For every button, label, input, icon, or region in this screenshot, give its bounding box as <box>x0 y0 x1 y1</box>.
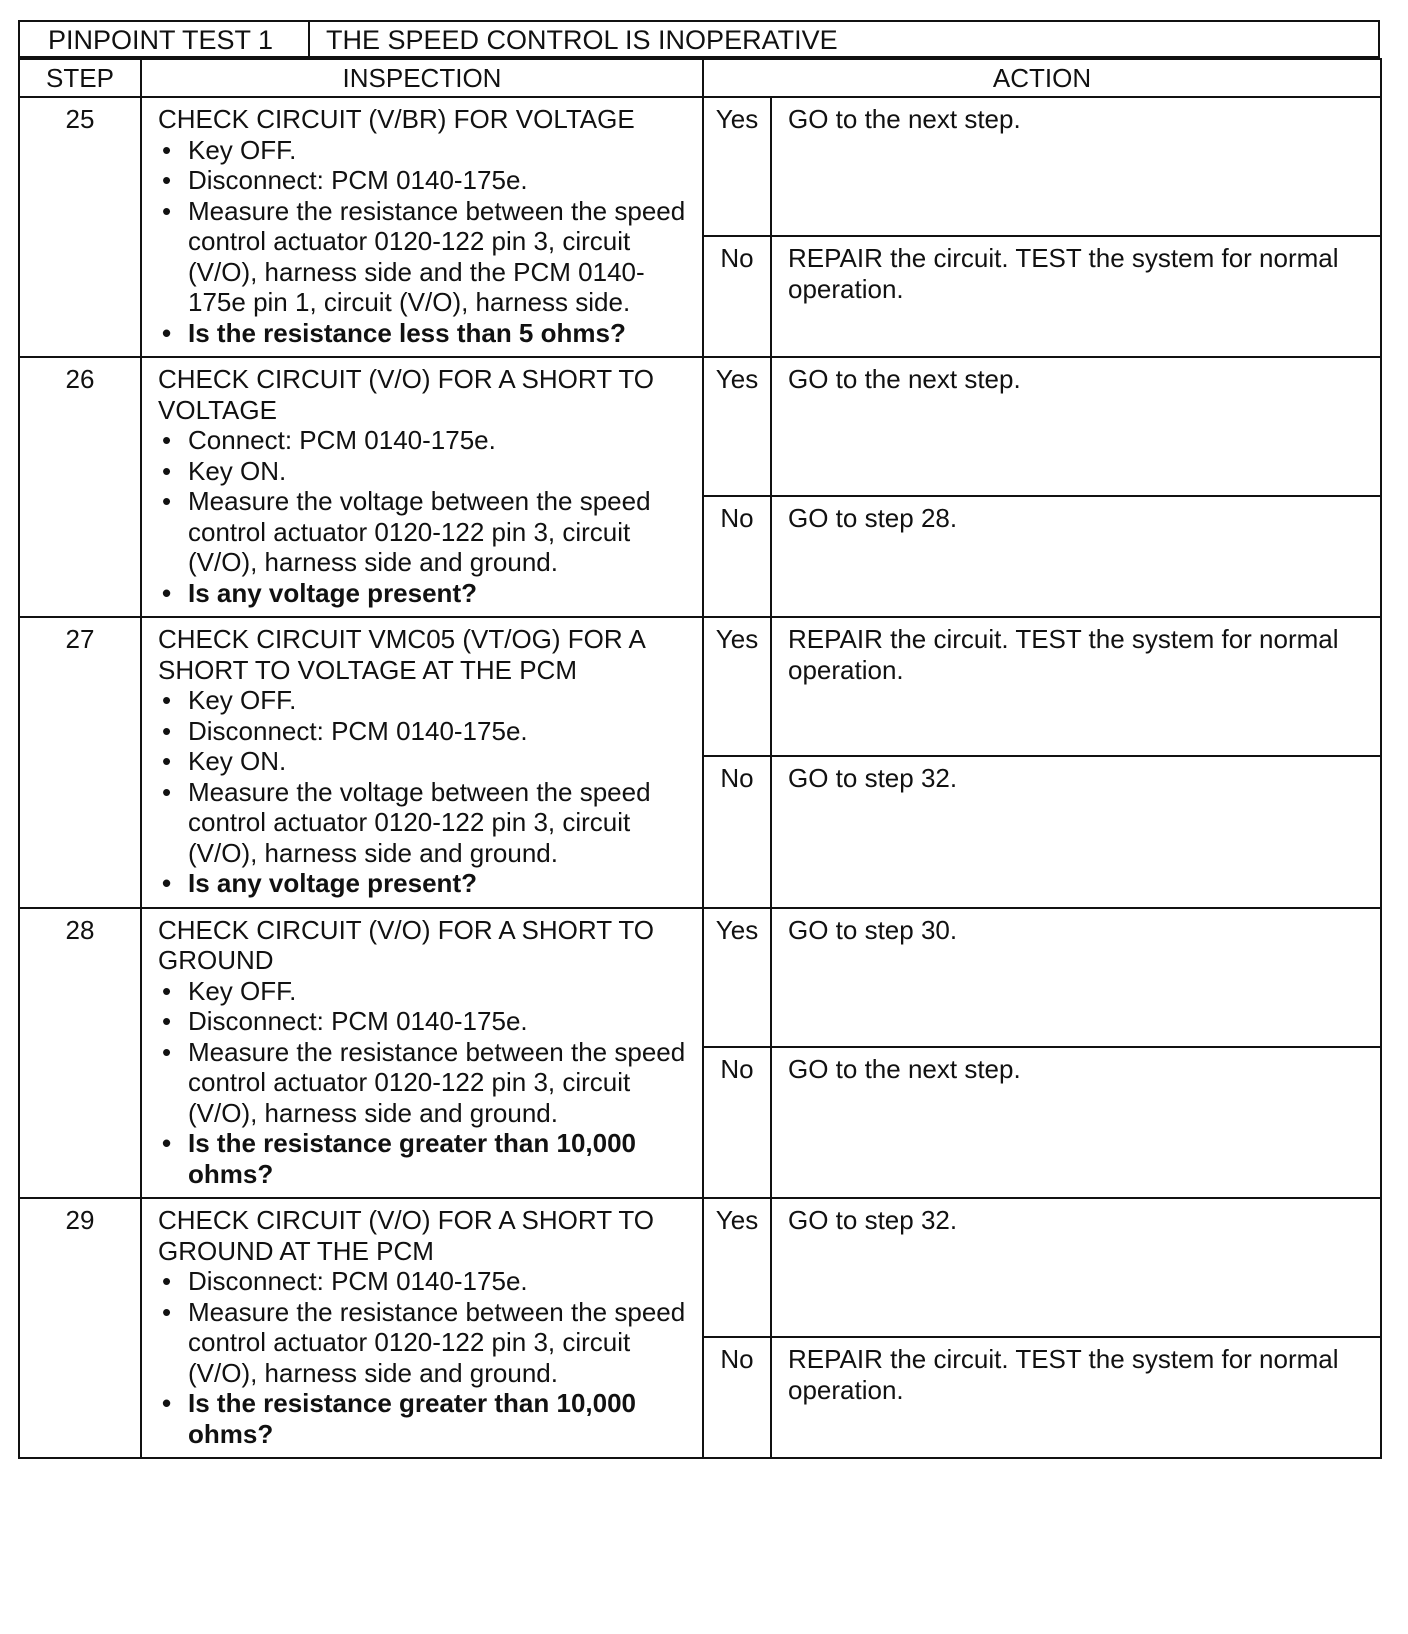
bullet-item: • Measure the voltage between the speed control actuator 0120-122 pin 3, circuit (V/O), harness side and ground. <box>158 486 694 578</box>
pinpoint-test-sheet <box>18 20 1380 1459</box>
answer-no-label: No <box>703 1047 771 1199</box>
answer-no-action: REPAIR the circuit. TEST the system for normal operation. <box>771 1337 1381 1458</box>
step-number: 28 <box>19 908 141 1199</box>
column-header-step: STEP <box>19 59 141 97</box>
bullet-item: • Measure the resistance between the speed control actuator 0120-122 pin 3, circuit (V/O), harness side and ground. <box>158 1037 694 1129</box>
bullet-item: • Measure the voltage between the speed control actuator 0120-122 pin 3, circuit (V/O), harness side and ground. <box>158 777 694 869</box>
step-inspection <box>141 617 703 908</box>
step-inspection <box>141 357 703 617</box>
step-row-25 <box>19 97 1381 236</box>
step-row-29 <box>19 1198 1381 1337</box>
test-title: THE SPEED CONTROL IS INOPERATIVE <box>326 25 838 55</box>
test-banner <box>18 20 1380 58</box>
step-question: • Is any voltage present? <box>158 578 694 609</box>
answer-no-action: GO to step 32. <box>771 756 1381 908</box>
answer-no-action: GO to the next step. <box>771 1047 1381 1199</box>
answer-yes-action: GO to the next step. <box>771 97 1381 236</box>
step-heading: CHECK CIRCUIT (V/O) FOR A SHORT TO VOLTAGE <box>158 364 655 425</box>
answer-yes-label: Yes <box>703 908 771 1047</box>
bullet-item: • Key ON. <box>158 746 694 777</box>
step-bullets <box>158 685 694 899</box>
answer-yes-label: Yes <box>703 617 771 756</box>
step-number: 27 <box>19 617 141 908</box>
step-row-28 <box>19 908 1381 1047</box>
answer-no-label: No <box>703 496 771 617</box>
test-id: PINPOINT TEST 1 <box>20 22 310 56</box>
bullet-item: • Disconnect: PCM 0140-175e. <box>158 1006 694 1037</box>
bullet-item: • Disconnect: PCM 0140-175e. <box>158 165 694 196</box>
step-bullets <box>158 135 694 349</box>
answer-yes-action: GO to step 30. <box>771 908 1381 1047</box>
step-number: 26 <box>19 357 141 617</box>
answer-no-action: REPAIR the circuit. TEST the system for normal operation. <box>771 236 1381 357</box>
answer-yes-action: GO to step 32. <box>771 1198 1381 1337</box>
bullet-item: • Key OFF. <box>158 135 694 166</box>
step-question: • Is any voltage present? <box>158 868 694 899</box>
bullet-item: • Key ON. <box>158 456 694 487</box>
step-row-27 <box>19 617 1381 756</box>
answer-yes-action: GO to the next step. <box>771 357 1381 496</box>
step-number: 25 <box>19 97 141 357</box>
step-number: 29 <box>19 1198 141 1458</box>
bullet-item: • Key OFF. <box>158 685 694 716</box>
step-bullets <box>158 425 694 608</box>
answer-yes-label: Yes <box>703 97 771 236</box>
step-bullets <box>158 1266 694 1449</box>
bullet-item: • Measure the resistance between the speed control actuator 0120-122 pin 3, circuit (V/O), harness side and ground. <box>158 1297 694 1389</box>
answer-no-label: No <box>703 236 771 357</box>
answer-yes-action: REPAIR the circuit. TEST the system for normal operation. <box>771 617 1381 756</box>
step-question: • Is the resistance greater than 10,000 ohms? <box>158 1388 694 1449</box>
column-header-inspection: INSPECTION <box>141 59 703 97</box>
step-row-26 <box>19 357 1381 496</box>
answer-yes-label: Yes <box>703 1198 771 1337</box>
header-row <box>19 59 1381 97</box>
step-inspection <box>141 908 703 1199</box>
pinpoint-table <box>18 58 1382 1459</box>
step-heading: CHECK CIRCUIT VMC05 (VT/OG) FOR A SHORT TO VOLTAGE AT THE PCM <box>158 624 645 685</box>
step-heading: CHECK CIRCUIT (V/BR) FOR VOLTAGE <box>158 104 635 134</box>
step-inspection <box>141 1198 703 1458</box>
column-header-action: ACTION <box>703 59 1381 97</box>
answer-no-label: No <box>703 756 771 908</box>
bullet-item: • Disconnect: PCM 0140-175e. <box>158 716 694 747</box>
step-question: • Is the resistance greater than 10,000 ohms? <box>158 1128 694 1189</box>
bullet-item: • Connect: PCM 0140-175e. <box>158 425 694 456</box>
answer-yes-label: Yes <box>703 357 771 496</box>
bullet-item: • Key OFF. <box>158 976 694 1007</box>
step-question: • Is the resistance less than 5 ohms? <box>158 318 694 349</box>
step-bullets <box>158 976 694 1190</box>
answer-no-action: GO to step 28. <box>771 496 1381 617</box>
bullet-item: • Measure the resistance between the speed control actuator 0120-122 pin 3, circuit (V/O), harness side and the PCM 0140-175e pin 1, circuit (V/O), harness side. <box>158 196 694 318</box>
step-heading: CHECK CIRCUIT (V/O) FOR A SHORT TO GROUND AT THE PCM <box>158 1205 655 1266</box>
step-inspection <box>141 97 703 357</box>
step-heading: CHECK CIRCUIT (V/O) FOR A SHORT TO GROUND <box>158 914 655 975</box>
bullet-item: • Disconnect: PCM 0140-175e. <box>158 1266 694 1297</box>
answer-no-label: No <box>703 1337 771 1458</box>
